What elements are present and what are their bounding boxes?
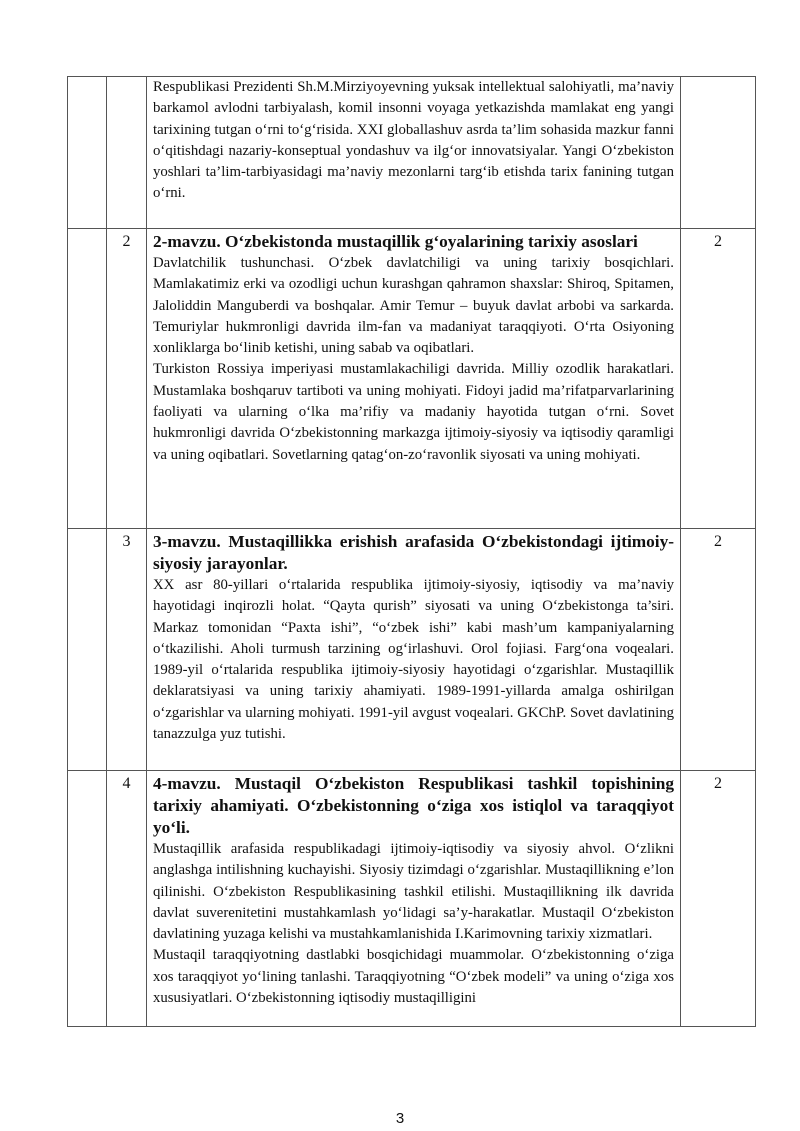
syllabus-table <box>67 76 756 1027</box>
topic-title: 3-mavzu. Mustaqillikka erishish arafasida O‘zbekistondagi ijtimoiy-siyosiy jarayonlar. <box>153 532 674 573</box>
row-number: 4 <box>107 771 147 1027</box>
margin-cell <box>68 771 107 1027</box>
topic-paragraph: Respublikasi Prezidenti Sh.M.Mirziyoyevning yuksak intellektual salohiyatli, ma’naviy barkamol avlodni tarbiyalash, komil insonni voyaga yetkazishda mamlakat eng yangi tarixining tutgan o‘rni to‘g‘risida. XXI globallashuv asrda ta’lim sohasida mazkur fanni o‘qitishdagi nazariy-konseptual yondashuv va ilg‘or innovatsiyalar. Yangi O‘zbekiston yoshlari ta’lim-tarbiyasidagi ma’naviy mezonlarni targ‘ib etishda tarix fanining tutgan o‘rni. <box>153 79 674 202</box>
topic-title: 2-mavzu. O‘zbekistonda mustaqillik g‘oyalarining tarixiy asoslari <box>153 232 638 251</box>
table-row <box>68 77 756 229</box>
topic-paragraph: Mustaqil taraqqiyotning dastlabki bosqichidagi muammolar. O‘zbekistonning o‘ziga xos taraqqiyot yo‘lining tanlashi. Taraqqiyotning “O‘zbek modeli” va uning o‘ziga xos xususiyatlari. O‘zbekistonning iqtisodiy mustaqilligini <box>153 947 674 1007</box>
row-number: 2 <box>107 229 147 529</box>
topic-paragraph: Turkiston Rossiya imperiyasi mustamlakachiligi davrida. Milliy ozodlik harakatlari. Mustamlaka boshqaruv tartiboti va uning mohiyati. Fidoyi jadid ma’rifatparvarlarining faoliyati va ularning o‘lka ma’rifiy va madaniy hayotida tutgan o‘rni. Sovet hukmronligi davrida O‘zbekistonning markazga ijtimoiy-siyosiy va iqtisodiy qaramligi va uning oqibatlari. Sovetlarning qatag‘on-zo‘ravonlik siyosati va uning mohiyati. <box>153 361 674 463</box>
topic-title: 4-mavzu. Mustaqil O‘zbekiston Respublikasi tashkil topishining tarixiy ahamiyati. O‘zbekistonning o‘ziga xos istiqlol va taraqqiyot yo‘li. <box>153 774 674 837</box>
hours-cell: 2 <box>681 229 756 529</box>
topic-paragraph: Mustaqillik arafasida respublikadagi ijtimoiy-iqtisodiy va siyosiy ahvol. O‘zlikni anglashga intilishning kuchayishi. Siyosiy tizimdagi o‘zgarishlar. Mustaqillikning e’lon qilinishi. O‘zbekiston Respublikasining tashkil etilishi. Mustaqillikning ilk davrida davlat suverenitetini mustahkamlash yo‘lidagi sa’y-harakatlar. Mustaqil O‘zbekiston davlatining yuzaga kelishi va mustahkamlanishida I.Karimovning tarixiy xizmatlari. <box>153 841 674 943</box>
table-row <box>68 771 756 1027</box>
table-row <box>68 529 756 771</box>
topic-paragraph: Davlatchilik tushunchasi. O‘zbek davlatchiligi va uning tarixiy bosqichlari. Mamlakatimiz erki va ozodligi uchun kurashgan qahramon shaxslar: Shiroq, Spitamen, Jaloliddin Manguberdi va boshqalar. Amir Temur – buyuk davlat arbobi va sarkarda. Temuriylar hukmronligi davrida ilm-fan va madaniyat taraqqiyoti. O‘rta Osiyoning xonliklarga bo‘linib ketishi, uning sabab va oqibatlari. <box>153 255 674 357</box>
margin-cell <box>68 229 107 529</box>
topic-cell <box>147 77 681 229</box>
hours-cell: 2 <box>681 529 756 771</box>
table-row <box>68 229 756 529</box>
topic-paragraph: XX asr 80-yillari o‘rtalarida respublika ijtimoiy-siyosiy, iqtisodiy va ma’naviy hayotidagi inqirozli holat. “Qayta qurish” siyosati va uning O‘zbekistonga ta’siri. Markaz tomonidan “Paxta ishi”, “o‘zbek ishi” kabi mash’um kampaniyalarning o‘tkazilishi. Aholi turmush tarzining og‘irlashuvi. Orol fojiasi. Farg‘ona voqealari. 1989-yil o‘rtalarida respublika ijtimoiy-siyosiy hayotidagi o‘zgarishlar. Mustaqillik deklaratsiyasi va uning tarixiy ahamiyati. 1989-1991-yillarda amalga oshirilgan o‘zgarishlar va ularning mohiyati. 1991-yil avgust voqealari. GKChP. Sovet davlatining tanazzulga yuz tutishi. <box>153 577 674 743</box>
topic-cell <box>147 529 681 771</box>
row-number: 3 <box>107 529 147 771</box>
row-number <box>107 77 147 229</box>
hours-cell: 2 <box>681 771 756 1027</box>
hours-cell <box>681 77 756 229</box>
margin-cell <box>68 77 107 229</box>
topic-cell <box>147 229 681 529</box>
page-number: 3 <box>395 1110 405 1127</box>
topic-cell <box>147 771 681 1027</box>
margin-cell <box>68 529 107 771</box>
